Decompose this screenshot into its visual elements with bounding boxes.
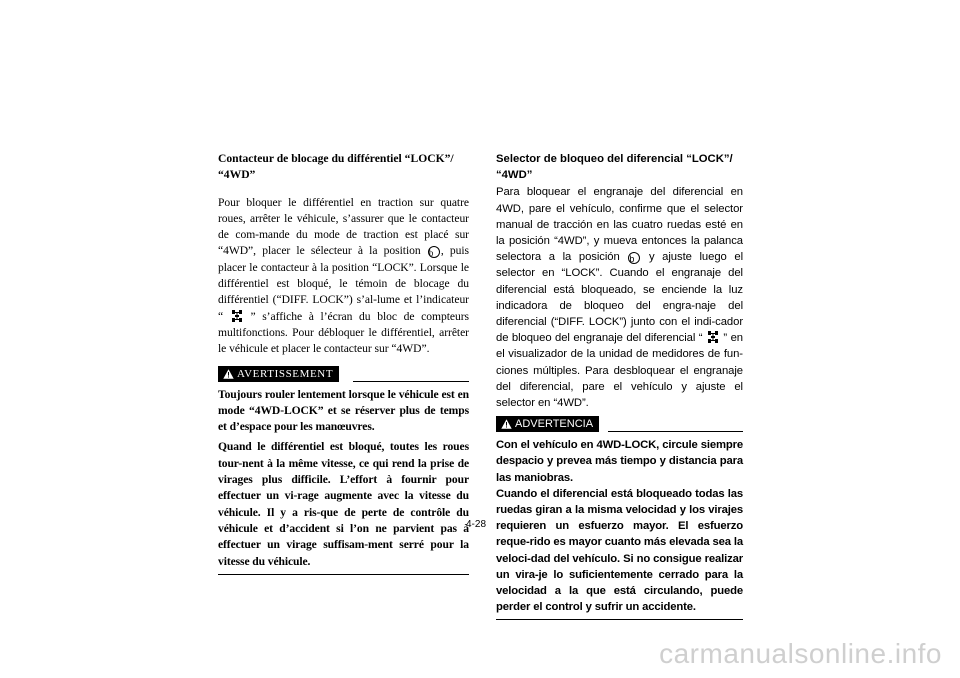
french-warning-body: [218, 387, 469, 570]
spanish-warning-body: [496, 437, 743, 615]
spanish-body-text-a: Para bloquear el engranaje del diferencial en 4WD, pare el vehículo, confirme que el selector manual de tracción en las cuatro ruedas esté en la posición “4WD”, y mueva entonces la palanca selectora a la posición: [496, 186, 743, 264]
warning-triangle-icon: [501, 419, 512, 429]
french-warning-label: AVERTISSEMENT: [237, 367, 334, 380]
french-body-text-a: Pour bloquer le différentiel en traction sur quatre roues, arrêter le véhicule, s’assurer que le contacteur de com-mande du mode de traction est placé sur “4WD”, placer le sélecteur à la position: [218, 195, 469, 258]
spanish-warning-header: [496, 416, 743, 433]
spanish-body-text-c: ” en el visualizador de la unidad de medidores de fun-ciones múltiples. Para desbloquear el engranaje del diferencial, pare el vehículo y ajuste el selector en “4WD”.: [496, 332, 743, 410]
page-number: 4-28: [466, 519, 487, 530]
french-warning-header: [218, 366, 469, 383]
warning-triangle-icon: [223, 369, 234, 379]
spanish-warning-label: ADVERTENCIA: [515, 418, 594, 431]
french-warning-paragraph-1: Toujours rouler lentement lorsque le véhicule est en mode “4WD-LOCK” et se réserver plus de temps et d’espace pour les manœuvres.: [218, 387, 469, 434]
spanish-column: [496, 151, 743, 620]
french-body-text-c: ” s’affiche à l’écran du bloc de compteurs multifonctions. Pour débloquer le différentiel, arrêter le véhicule et placer le contacteur sur “4WD”.: [218, 309, 470, 356]
position-b-marker: b: [628, 252, 640, 264]
french-warning-end-rule: [218, 574, 469, 575]
diff-lock-indicator-icon: [708, 331, 718, 343]
french-section-heading: Contacteur de blocage du différentiel “LOCK”/ “4WD”: [218, 152, 454, 182]
diff-lock-indicator-icon: [232, 310, 242, 322]
spanish-warning-header-line: [608, 431, 743, 432]
french-body-paragraph: [218, 195, 469, 358]
french-column: [218, 151, 469, 575]
french-warning-header-line: [353, 381, 469, 382]
watermark: carmanualsonline.info: [659, 638, 942, 669]
french-warning-paragraph-2: Quand le différentiel est bloqué, toutes les roues tour-nent à la même vitesse, ce qui rend la prise de virages plus difficile. L’effort à fournir pour effectuer un vi-rage augmente avec la vitesse du véhicule. Il y a ris-que de perte de contrôle du véhicule et d’accident si l’on ne parvient pas à effectuer un virage suffisam-ment serré pour la vitesse du véhicule.: [218, 440, 469, 568]
spanish-body-paragraph: [496, 184, 743, 411]
position-b-marker: b: [428, 246, 440, 258]
spanish-warning-paragraph-1: Con el vehículo en 4WD-LOCK, circule siempre despacio y prevea más tiempo y distancia para las maniobras.: [496, 439, 743, 484]
spanish-warning-badge: [496, 416, 599, 432]
french-body-text-b: , puis placer le contacteur à la position “LOCK”. Lorsque le différentiel est bloqué, le témoin de blocage du différentiel (“DIFF. LOCK”) s’al-lume et l’indicateur “: [218, 244, 469, 323]
spanish-body-text-b: y ajuste luego el selector en “LOCK”. Cuando el engranaje del diferencial está bloqueado, se enciende la luz indicadora de bloqueo del engra-naje del diferencial (“DIFF. LOCK”) junto con el indi-cador de bloqueo del engranaje del diferencial “: [496, 251, 743, 345]
spanish-warning-paragraph-2: Cuando el diferencial está bloqueado todas las ruedas giran a la misma velocidad y los virajes requieren un esfuerzo mayor. El esfuerzo reque-rido es mayor cuanto más elevada sea la veloci-dad del vehículo. Si no consigue realizar un vira-je lo suficientemente cerrado para la velocidad a la que está circulando, puede perder el control y sufrir un accidente.: [496, 487, 743, 614]
spanish-section-heading: Selector de bloqueo del diferencial “LOCK”/ “4WD”: [496, 153, 733, 182]
spanish-warning-end-rule: [496, 619, 743, 620]
french-warning-badge: [218, 366, 339, 382]
